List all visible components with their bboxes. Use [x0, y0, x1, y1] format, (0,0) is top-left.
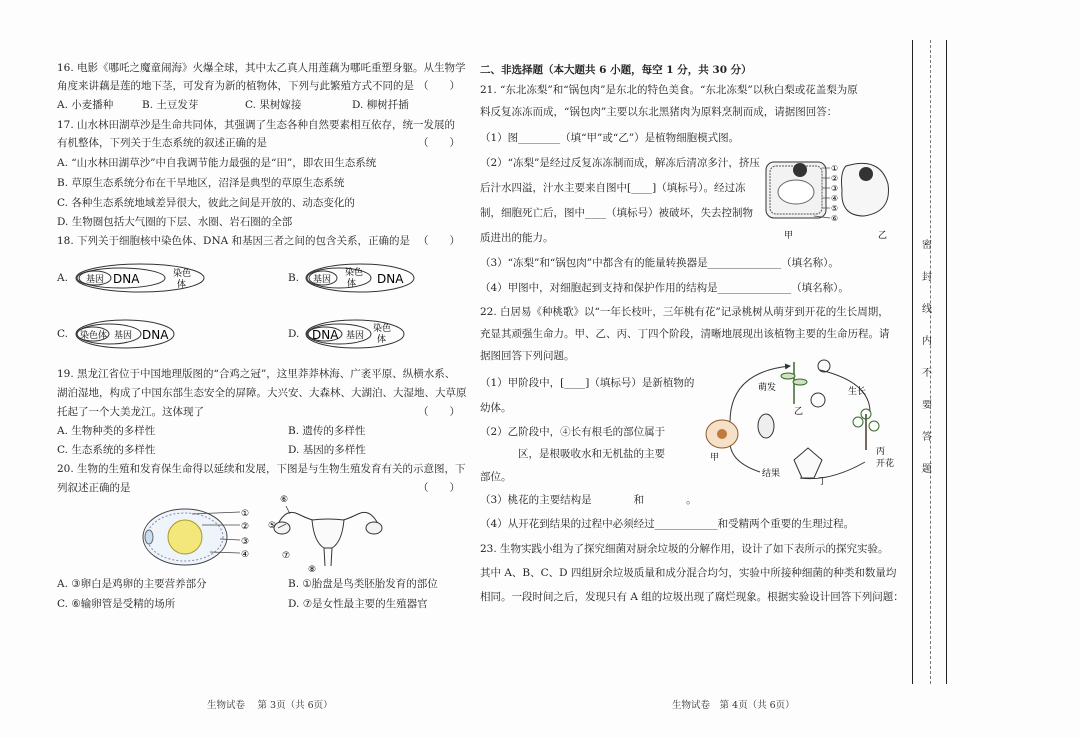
q22-line-1: 22. 白居易《种桃歌》以“一年长枝叶，三年桃有花”记录桃树从萌芽到开花的生长周期， [480, 306, 889, 318]
right-ovary [366, 522, 382, 534]
q18-stem: 18. 下列关于细胞核中染色体、DNA 和基因三者之间的包含关系，正确的是 [57, 235, 411, 247]
q18-b-gene: 基因 [313, 275, 332, 285]
q16-stem-2: 角度来讲藕是莲的地下茎，可发育为新的植物体，下列与此繁殖方式不同的是 [57, 80, 414, 92]
margin-char-4: 内 [922, 336, 932, 347]
q20-paren: （ ） [418, 482, 460, 494]
q22-line-10: （4）从开花到结果的过程中必须经过____________和受精两个重要的生理过程。 [480, 518, 855, 530]
q22-line-4: （1）甲阶段中，[____]（填标号）是新植物的 [480, 377, 695, 389]
binding-line-left [912, 40, 913, 684]
q18-c-dna: DNA [142, 328, 169, 342]
q19-option-a: A. 生物种类的多样性 [57, 425, 156, 437]
q20-egg-diagram [140, 500, 260, 572]
cell-label-4: ④ [831, 194, 839, 203]
margin-char-1: 密 [922, 240, 932, 251]
q18-diagram-b [305, 262, 415, 294]
q21-line-9: （4）甲图中，对细胞起到支持和保护作用的结构是______________（填名称）。 [480, 282, 849, 294]
plant-vacuole [778, 180, 814, 204]
q16-option-d: D. 柳树扦插 [352, 99, 409, 111]
q20-option-d: D. ⑦是女性最主要的生殖器官 [288, 598, 428, 610]
q18-paren: （ ） [418, 235, 460, 247]
q21-line-8: （3）“冻梨”和“锅包肉”中都含有的能量转换器是______________（填名称）。 [480, 257, 839, 269]
q20-option-c: C. ⑥输卵管是受精的场所 [57, 598, 176, 610]
uterus-label-8: ⑧ [308, 565, 317, 575]
q22-line-5: 幼体。 [480, 402, 512, 414]
cycle-bing: 丙 [876, 447, 886, 457]
uterus-label-7: ⑦ [282, 551, 291, 561]
embryo [717, 429, 727, 439]
q17-stem-2: 有机整体，下列关于生态系统的叙述正确的是 [57, 137, 267, 149]
egg-yolk [168, 520, 202, 554]
uterus-label-5: ⑤ [268, 521, 277, 531]
cell-caption-yi: 乙 [878, 231, 888, 241]
q17-option-a: A. “山水林田湖草沙”中自我调节能力最强的是“田”，即农田生态系统 [57, 157, 377, 169]
q19-option-c: C. 生态系统的多样性 [57, 444, 156, 456]
q16-option-c: C. 果树嫁接 [245, 99, 302, 111]
cell-label-3: ③ [831, 184, 839, 193]
q22-line-2: 充显其顽强生命力。甲、乙、丙、丁四个阶段，清晰地展现出该植物主要的生命历程。请 [480, 328, 890, 340]
cell-caption-jia: 甲 [784, 231, 794, 241]
q21-line-6: 制，细胞死亡后，图中____（填标号）被破坏，失去控制物 [480, 207, 753, 219]
q21-line-4: （2）“冻梨”是经过反复冻冻制而成，解冻后清凉多汁，挤压 [480, 157, 760, 169]
cycle-ding: 丁 [818, 477, 828, 487]
q18-diagram-d [305, 318, 405, 350]
q18-c-gene: 基因 [114, 331, 133, 341]
q17-option-d: D. 生物圈包括大气圈的下层、水圈、岩石圈的全部 [57, 216, 293, 228]
q19-option-b: B. 遗传的多样性 [288, 425, 366, 437]
q18-label-d: D. [288, 328, 300, 340]
flower [794, 448, 822, 478]
binding-line-right [946, 40, 947, 684]
left-page-footer: 生物试卷 第 3页（共 6页） [207, 700, 333, 711]
q18-b-chromo1: 染色 [345, 268, 364, 278]
uterus [312, 519, 344, 548]
q18-diagram-a [75, 262, 205, 294]
q21-line-5: 后汁水四溢，汁水主要来自图中[____]（填标号）。经过冻 [480, 182, 746, 194]
cycle-yi: 乙 [794, 407, 804, 417]
animal-nucleus [859, 167, 873, 181]
q16-option-b: B. 土豆发芽 [142, 99, 199, 111]
q16-option-a: A. 小麦播种 [57, 99, 114, 111]
margin-char-3: 线 [922, 304, 932, 315]
margin-char-8: 题 [922, 464, 932, 475]
q18-b-dna: DNA [377, 272, 404, 286]
cell-label-2: ② [831, 174, 839, 183]
q21-cell-diagram [760, 150, 900, 242]
q16-paren: （ ） [418, 80, 460, 92]
q20-stem-2: 列叙述正确的是 [57, 482, 131, 494]
cycle-grow: 生长 [848, 387, 867, 397]
q19-option-d: D. 基因的多样性 [288, 444, 366, 456]
q18-diagram-c [75, 318, 175, 350]
q22-line-6: （2）乙阶段中，④长有根毛的部位属于 [480, 426, 666, 438]
q22-line-7: 区，是根吸收水和无机盐的主要 [518, 448, 665, 460]
q22-line-3: 据图回答下列问题。 [480, 350, 575, 362]
q18-a-chromo2: 体 [177, 280, 187, 290]
q22-line-9: （3）桃花的主要结构是 和 。 [480, 494, 697, 506]
q22-lifecycle-diagram [700, 352, 895, 492]
q18-d-chromo2: 体 [377, 335, 387, 345]
q18-c-chromo: 染色体 [80, 331, 108, 341]
egg-label-3: ③ [241, 537, 250, 547]
margin-char-7: 答 [922, 432, 932, 443]
q19-stem-3: 托起了一个大美龙江。这体现了 [57, 406, 204, 418]
q21-line-2: 料反复冻冻而成，“锅包肉”主要以东北黑猪肉为原料烹制而成，请据图回答： [480, 106, 838, 118]
cycle-germ: 萌发 [758, 383, 777, 393]
plant-nucleus [793, 163, 807, 177]
q18-d-dna: DNA [312, 328, 339, 342]
q22-line-8: 部位。 [480, 471, 512, 483]
q23-line-2: 其中 A、B、C、D 四组厨余垃圾质量和成分混合均匀，实验中所接种细菌的种类和数量均 [480, 567, 897, 579]
right-page-footer: 生物试卷 第 4页（共 6页） [672, 700, 795, 711]
section-title: 二、非选择题（本大题共 6 小题，每空 1 分，共 30 分） [480, 64, 752, 76]
q17-paren: （ ） [418, 137, 460, 149]
q18-a-gene: 基因 [86, 275, 105, 285]
binding-dashed-line [930, 40, 931, 684]
cycle-bloom: 开花 [876, 459, 895, 469]
q19-stem-2: 湖泊湿地，构成了中国东部生态安全的屏障。大兴安、大森林、大湖泊、大湿地、大草原 [57, 387, 467, 399]
q20-option-a: A. ③卵白是鸡卵的主要营养部分 [57, 578, 207, 590]
q19-stem-1: 19. 黑龙江省位于中国地理版图的“合鸡之冠”，这里莽莽林海、广袤平原、纵横水系、 [57, 368, 456, 380]
seed-section [758, 414, 774, 438]
q19-paren: （ ） [418, 406, 460, 418]
q23-line-1: 23. 生物实践小组为了探究细菌对厨余垃圾的分解作用，设计了如下表所示的探究实验。 [480, 543, 889, 555]
cell-label-5: ⑤ [831, 204, 839, 213]
q21-line-1: 21. “东北冻梨”和“锅包肉”是东北的特色美食。“东北冻梨”以秋白梨或花盖梨为原 [480, 84, 858, 96]
margin-char-2: 封 [922, 272, 932, 283]
cell-label-6: ⑥ [831, 214, 839, 223]
q20-uterus-diagram [268, 492, 388, 574]
q17-option-c: C. 各种生态系统地域差异很大，彼此之间是开放的、动态变化的 [57, 197, 355, 209]
q18-a-chromo1: 染色 [173, 269, 192, 279]
q18-label-b: B. [288, 272, 300, 284]
q18-a-dna: DNA [113, 272, 140, 286]
q23-line-3: 相同。一段时间之后，发现只有 A 组的垃圾出现了腐烂现象。根据实验设计回答下列问题： [480, 591, 904, 603]
margin-char-6: 要 [922, 400, 932, 411]
cycle-fruit: 结果 [762, 469, 781, 479]
margin-char-5: 不 [922, 368, 932, 379]
q18-d-gene: 基因 [346, 331, 365, 341]
q18-label-c: C. [57, 328, 68, 340]
q16-stem-1: 16. 电影《哪吒之魔童闹海》火爆全球，其中太乙真人用莲藕为哪吒重塑身躯。从生物学 [57, 62, 466, 74]
q18-d-chromo1: 染色 [373, 324, 392, 334]
q18-b-chromo2: 体 [347, 279, 357, 289]
egg-air-cell [145, 530, 153, 544]
egg-label-4: ④ [241, 550, 250, 560]
uterus-label-6: ⑥ [280, 495, 289, 505]
q17-stem-1: 17. 山水林田湖草沙是生命共同体，其强调了生态各种自然要素相互依存，统一发展的 [57, 119, 456, 131]
cell-label-1: ① [831, 164, 839, 173]
left-ovary [274, 522, 290, 534]
q20-stem-1: 20. 生物的生殖和发育保生命得以延续和发展，下图是与生物生殖发育有关的示意图，下 [57, 463, 466, 475]
egg-label-2: ② [241, 522, 250, 532]
q21-line-3: （1）图________（填“甲”或“乙”）是植物细胞模式图。 [480, 132, 740, 144]
egg-label-1: ① [241, 509, 250, 519]
q21-line-7: 质进出的能力。 [480, 232, 554, 244]
q18-label-a: A. [57, 272, 68, 284]
q17-option-b: B. 草原生态系统分布在干旱地区，沼泽是典型的草原生态系统 [57, 177, 345, 189]
q20-option-b: B. ①胎盘是鸟类胚胎发育的部位 [288, 578, 438, 590]
cycle-jia: 甲 [710, 453, 720, 463]
